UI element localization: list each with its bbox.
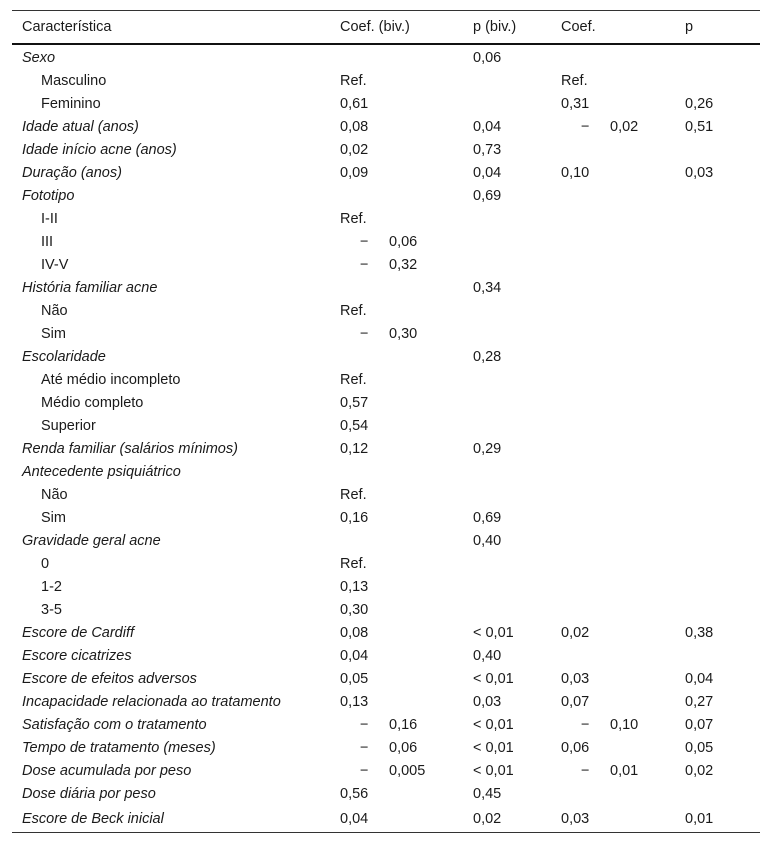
cell-coef	[561, 116, 685, 139]
table-row	[12, 208, 760, 231]
table-row	[12, 70, 760, 93]
cell-coef	[561, 530, 685, 553]
cell-label: Não	[41, 487, 68, 503]
minus-sign: −	[360, 257, 369, 273]
cell-coef-biv	[340, 277, 473, 300]
table-row	[12, 507, 760, 530]
table-row	[12, 415, 760, 438]
cell-p	[685, 507, 760, 530]
cell-label: Até médio incompleto	[41, 372, 181, 388]
cell-coef-biv: Ref.	[340, 303, 367, 319]
cell-label: Feminino	[41, 96, 101, 112]
cell-p-biv: 0,40	[473, 533, 502, 549]
table-row	[12, 392, 760, 415]
cell-coef-biv: 0,13	[340, 579, 369, 595]
table-row	[12, 346, 760, 369]
table-row	[12, 93, 760, 116]
header-caracteristica: Característica	[12, 11, 340, 45]
table-body	[12, 44, 760, 833]
cell-label: Incapacidade relacionada ao tratamento	[22, 694, 281, 710]
cell-coef-biv	[340, 323, 473, 346]
table-row	[12, 714, 760, 737]
cell-coef-biv: 0,02	[340, 142, 369, 158]
cell-coef-biv: 0,04	[340, 648, 369, 664]
cell-coef: Ref.	[561, 73, 588, 89]
value-number: 0,10	[610, 717, 639, 733]
cell-coef	[561, 576, 685, 599]
table-row	[12, 668, 760, 691]
cell-label: Fototipo	[22, 188, 75, 204]
cell-label: III	[41, 234, 54, 250]
cell-coef-biv: Ref.	[340, 211, 367, 227]
cell-p-biv: < 0,01	[473, 763, 514, 779]
cell-coef: 0,06	[561, 740, 590, 756]
cell-p: 0,27	[685, 694, 714, 710]
table-row	[12, 162, 760, 185]
cell-coef: 0,03	[561, 671, 590, 687]
cell-coef-biv	[340, 231, 473, 254]
minus-sign: −	[360, 326, 369, 342]
cell-coef	[561, 599, 685, 622]
header-p: p	[685, 11, 760, 45]
cell-coef-biv: 0,05	[340, 671, 369, 687]
table-row	[12, 438, 760, 461]
minus-sign: −	[360, 717, 369, 733]
cell-label: Escore de Cardiff	[22, 625, 135, 641]
cell-p-biv	[473, 254, 561, 277]
cell-p	[685, 254, 760, 277]
cell-p	[685, 300, 760, 323]
cell-coef	[561, 346, 685, 369]
cell-coef	[561, 139, 685, 162]
table-row	[12, 691, 760, 714]
cell-label: Idade atual (anos)	[22, 119, 139, 135]
cell-p-biv: 0,69	[473, 510, 502, 526]
cell-label: 3-5	[41, 602, 62, 618]
cell-p	[685, 392, 760, 415]
cell-label: Médio completo	[41, 395, 144, 411]
cell-p	[685, 415, 760, 438]
value-number: 0,06	[389, 234, 418, 250]
value-number: 0,32	[389, 257, 418, 273]
cell-coef	[561, 645, 685, 668]
cell-p-biv: 0,06	[473, 50, 502, 66]
cell-p: 0,38	[685, 625, 714, 641]
cell-p-biv: < 0,01	[473, 717, 514, 733]
cell-coef	[561, 760, 685, 783]
cell-p: 0,26	[685, 96, 714, 112]
table-row	[12, 737, 760, 760]
value-number: 0,01	[610, 763, 639, 779]
header-coef: Coef.	[561, 11, 685, 45]
table-row	[12, 806, 760, 833]
cell-coef	[561, 300, 685, 323]
table-row	[12, 139, 760, 162]
cell-p-biv	[473, 392, 561, 415]
cell-coef-biv	[340, 185, 473, 208]
cell-coef-biv: Ref.	[340, 73, 367, 89]
cell-label: Masculino	[41, 73, 107, 89]
cell-label: 0	[41, 556, 50, 572]
cell-p	[685, 231, 760, 254]
cell-coef	[561, 208, 685, 231]
cell-p-biv	[473, 461, 561, 484]
cell-coef: 0,10	[561, 165, 590, 181]
cell-coef-biv	[340, 760, 473, 783]
value-number: 0,16	[389, 717, 418, 733]
cell-label: Antecedente psiquiátrico	[22, 464, 181, 480]
cell-p-biv	[473, 93, 561, 116]
cell-coef-biv: 0,16	[340, 510, 369, 526]
cell-p-biv: 0,04	[473, 119, 502, 135]
table-row	[12, 622, 760, 645]
cell-p	[685, 645, 760, 668]
cell-p-biv: 0,04	[473, 165, 502, 181]
cell-coef-biv: 0,12	[340, 441, 369, 457]
value-number: 0,06	[389, 740, 418, 756]
cell-coef	[561, 507, 685, 530]
minus-sign: −	[360, 763, 369, 779]
minus-sign: −	[581, 763, 590, 779]
cell-coef	[561, 461, 685, 484]
cell-coef-biv: 0,61	[340, 96, 369, 112]
cell-p	[685, 461, 760, 484]
cell-coef	[561, 231, 685, 254]
cell-p-biv: 0,29	[473, 441, 502, 457]
cell-p: 0,07	[685, 717, 714, 733]
cell-coef: 0,07	[561, 694, 590, 710]
cell-coef-biv: 0,09	[340, 165, 369, 181]
cell-label: Não	[41, 303, 68, 319]
cell-label: Escolaridade	[22, 349, 106, 365]
cell-p-biv: 0,03	[473, 694, 502, 710]
cell-p-biv: < 0,01	[473, 625, 514, 641]
table-row	[12, 369, 760, 392]
value-number: 0,30	[389, 326, 418, 342]
cell-coef-biv: 0,30	[340, 602, 369, 618]
cell-p	[685, 553, 760, 576]
cell-label: Sim	[41, 326, 66, 342]
cell-p-biv: 0,40	[473, 648, 502, 664]
cell-coef	[561, 323, 685, 346]
cell-label: Gravidade geral acne	[22, 533, 161, 549]
cell-p-biv	[473, 415, 561, 438]
results-table	[12, 10, 760, 833]
cell-coef	[561, 553, 685, 576]
cell-p-biv	[473, 576, 561, 599]
table-row	[12, 44, 760, 70]
cell-p-biv: 0,69	[473, 188, 502, 204]
cell-p	[685, 438, 760, 461]
table-row	[12, 645, 760, 668]
cell-p: 0,04	[685, 671, 714, 687]
cell-label: Satisfação com o tratamento	[22, 717, 207, 733]
cell-coef	[561, 185, 685, 208]
cell-coef	[561, 484, 685, 507]
cell-label: Tempo de tratamento (meses)	[22, 740, 216, 756]
header-row	[12, 11, 760, 45]
minus-sign: −	[581, 717, 590, 733]
value-number: 0,02	[610, 119, 639, 135]
cell-p-biv: < 0,01	[473, 671, 514, 687]
table-row	[12, 185, 760, 208]
cell-label: IV-V	[41, 257, 69, 273]
cell-coef-biv: 0,08	[340, 119, 369, 135]
cell-coef-biv	[340, 530, 473, 553]
cell-label: Superior	[41, 418, 96, 434]
cell-coef-biv: 0,13	[340, 694, 369, 710]
cell-p-biv: 0,28	[473, 349, 502, 365]
cell-coef-biv: 0,08	[340, 625, 369, 641]
cell-p	[685, 70, 760, 93]
table-row	[12, 254, 760, 277]
cell-label: Sim	[41, 510, 66, 526]
cell-coef	[561, 438, 685, 461]
cell-coef-biv: Ref.	[340, 487, 367, 503]
cell-p: 0,05	[685, 740, 714, 756]
table-row	[12, 300, 760, 323]
table-row	[12, 461, 760, 484]
cell-p	[685, 783, 760, 806]
cell-coef-biv	[340, 461, 473, 484]
cell-label: 1-2	[41, 579, 62, 595]
cell-coef-biv	[340, 737, 473, 760]
header-p-biv: p (biv.)	[473, 11, 561, 45]
cell-label: Dose diária por peso	[22, 786, 156, 802]
cell-p-biv	[473, 70, 561, 93]
cell-p-biv: < 0,01	[473, 740, 514, 756]
table-row	[12, 484, 760, 507]
cell-p-biv	[473, 323, 561, 346]
cell-coef	[561, 369, 685, 392]
table-row	[12, 323, 760, 346]
table-row	[12, 553, 760, 576]
minus-sign: −	[581, 119, 590, 135]
cell-coef	[561, 254, 685, 277]
cell-p	[685, 323, 760, 346]
table-row	[12, 530, 760, 553]
cell-p-biv	[473, 484, 561, 507]
cell-coef-biv: 0,04	[340, 806, 473, 833]
cell-p-biv	[473, 369, 561, 392]
cell-coef-biv	[340, 714, 473, 737]
cell-p: 0,51	[685, 119, 714, 135]
cell-p	[685, 139, 760, 162]
header-coef-biv: Coef. (biv.)	[340, 11, 473, 45]
table-row	[12, 783, 760, 806]
cell-coef	[561, 783, 685, 806]
cell-p	[685, 208, 760, 231]
cell-p	[685, 369, 760, 392]
cell-coef: 0,03	[561, 806, 685, 833]
minus-sign: −	[360, 234, 369, 250]
cell-p	[685, 277, 760, 300]
cell-p-biv: 0,34	[473, 280, 502, 296]
cell-p-biv: 0,02	[473, 806, 561, 833]
cell-p	[685, 44, 760, 70]
cell-p	[685, 599, 760, 622]
cell-coef	[561, 392, 685, 415]
cell-p	[685, 484, 760, 507]
cell-label: Escore de efeitos adversos	[22, 671, 197, 687]
cell-coef-biv	[340, 44, 473, 70]
cell-label: Renda familiar (salários mínimos)	[22, 441, 238, 457]
cell-label: Dose acumulada por peso	[22, 763, 192, 779]
cell-label: História familiar acne	[22, 280, 158, 296]
cell-coef: 0,31	[561, 96, 590, 112]
cell-coef-biv: Ref.	[340, 372, 367, 388]
cell-p-biv	[473, 231, 561, 254]
cell-label: Sexo	[22, 50, 56, 66]
cell-p: 0,03	[685, 165, 714, 181]
cell-coef-biv	[340, 254, 473, 277]
cell-coef	[561, 44, 685, 70]
cell-p	[685, 346, 760, 369]
cell-p: 0,01	[685, 806, 760, 833]
minus-sign: −	[360, 740, 369, 756]
cell-p-biv	[473, 599, 561, 622]
cell-coef-biv: Ref.	[340, 556, 367, 572]
table-row	[12, 116, 760, 139]
table-row	[12, 576, 760, 599]
cell-coef-biv: 0,56	[340, 786, 369, 802]
cell-coef-biv	[340, 346, 473, 369]
cell-coef-biv: 0,54	[340, 418, 369, 434]
cell-p-biv: 0,45	[473, 786, 502, 802]
cell-p: 0,02	[685, 763, 714, 779]
cell-p	[685, 530, 760, 553]
cell-label: Duração (anos)	[22, 165, 122, 181]
cell-coef	[561, 415, 685, 438]
cell-coef-biv: 0,57	[340, 395, 369, 411]
cell-p	[685, 185, 760, 208]
table-row	[12, 277, 760, 300]
cell-coef	[561, 277, 685, 300]
cell-label: Idade início acne (anos)	[22, 142, 177, 158]
table-row	[12, 231, 760, 254]
cell-label: Escore cicatrizes	[22, 648, 132, 664]
cell-p	[685, 576, 760, 599]
cell-p-biv	[473, 208, 561, 231]
cell-p-biv	[473, 300, 561, 323]
cell-p-biv: 0,73	[473, 142, 502, 158]
table-row	[12, 599, 760, 622]
table-row	[12, 760, 760, 783]
cell-coef: 0,02	[561, 625, 590, 641]
cell-coef	[561, 714, 685, 737]
cell-label: I-II	[41, 211, 58, 227]
value-number: 0,005	[389, 763, 426, 779]
cell-p-biv	[473, 553, 561, 576]
cell-label: Escore de Beck inicial	[12, 806, 340, 833]
